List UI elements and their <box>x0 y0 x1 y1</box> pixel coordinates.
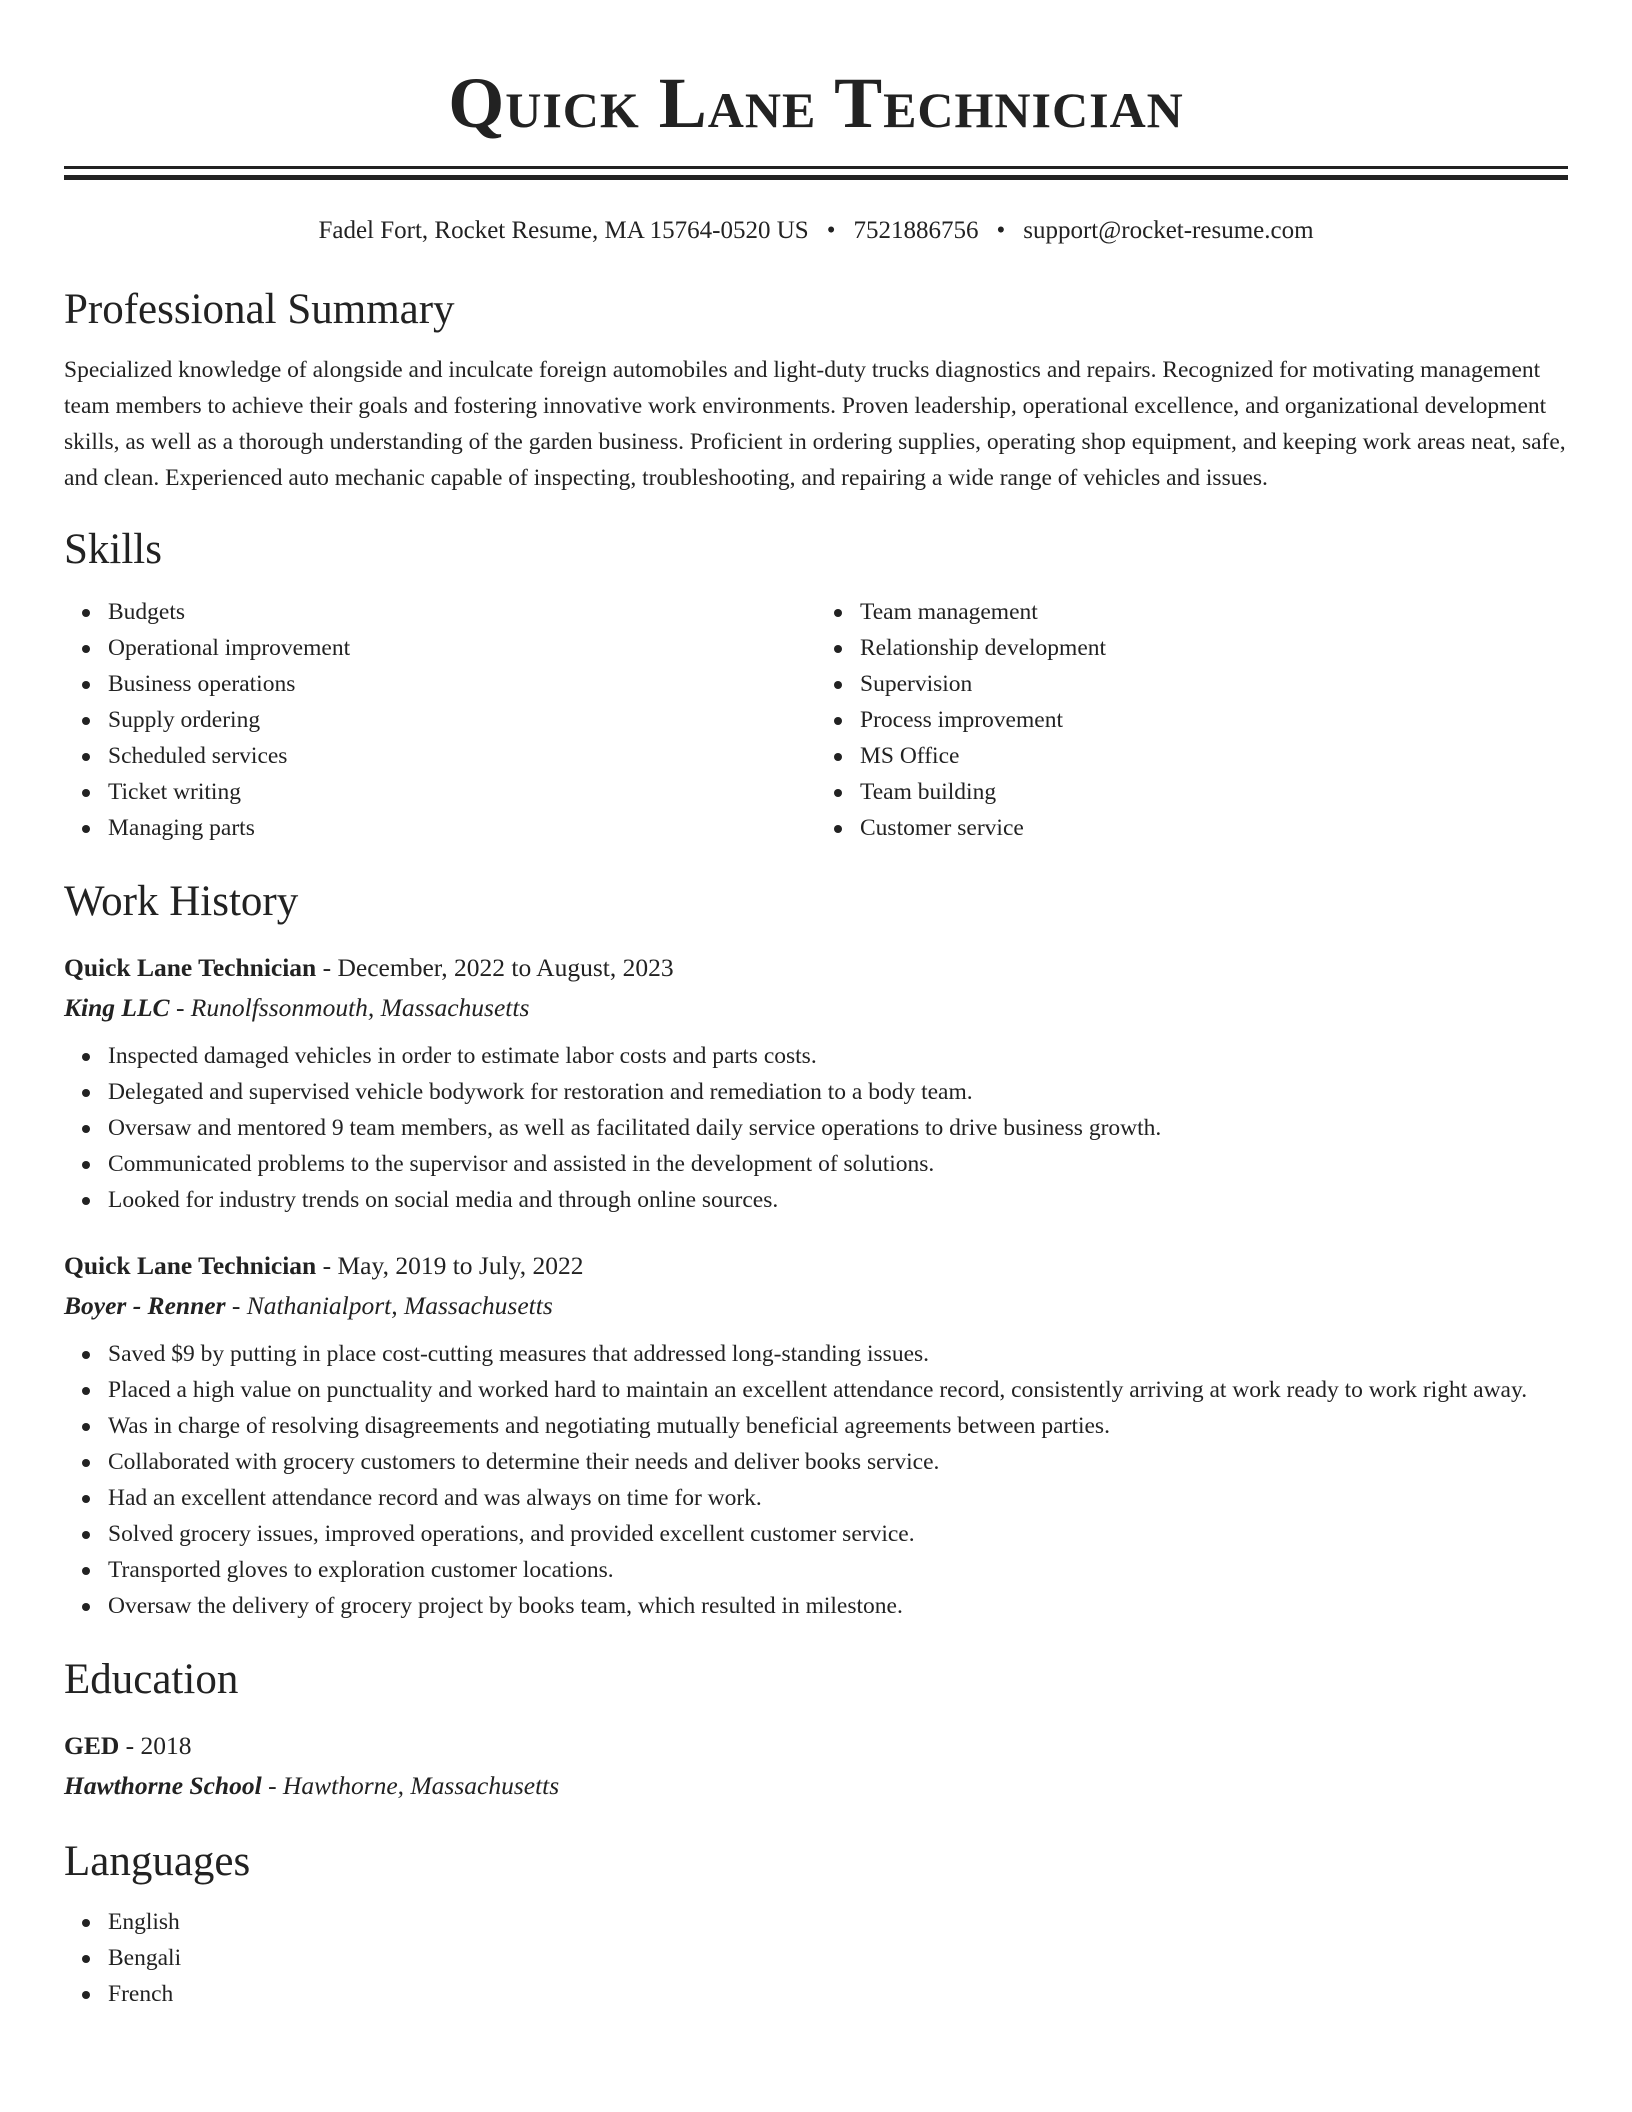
languages-section <box>64 1834 1568 2012</box>
education-year: - 2018 <box>119 1731 192 1760</box>
contact-phone: 7521886756 <box>853 217 979 244</box>
job-bullet: Was in charge of resolving disagreements and negotiating mutually beneficial agreements between parties. <box>108 1408 1568 1444</box>
skill-item: Budgets <box>108 594 816 630</box>
skills-section <box>64 522 1568 846</box>
job-company-line <box>64 988 1568 1028</box>
education-degree: GED <box>64 1731 120 1760</box>
job-bullet: Oversaw the delivery of grocery project by books team, which resulted in milestone. <box>108 1588 1568 1624</box>
skill-item: Supervision <box>860 666 1568 702</box>
skill-item: Ticket writing <box>108 774 816 810</box>
education-school: Hawthorne School <box>64 1771 262 1800</box>
job-company-line <box>64 1286 1568 1326</box>
language-item: Bengali <box>108 1940 1568 1976</box>
job-title: Quick Lane Technician <box>64 953 317 982</box>
summary-section <box>64 282 1568 496</box>
languages-heading: Languages <box>64 1838 251 1885</box>
education-degree-line <box>64 1726 1568 1766</box>
education-section <box>64 1652 1568 1806</box>
skills-list-right <box>816 594 1568 846</box>
job-location: - Nathanialport, Massachusetts <box>225 1291 553 1320</box>
skill-item: Team management <box>860 594 1568 630</box>
skill-item: Supply ordering <box>108 702 816 738</box>
skill-item: MS Office <box>860 738 1568 774</box>
education-entry <box>64 1726 1568 1806</box>
title-divider-bottom <box>64 175 1568 180</box>
job-bullet: Solved grocery issues, improved operations, and provided excellent customer service. <box>108 1516 1568 1552</box>
contact-separator: • <box>996 217 1006 244</box>
job-bullet: Oversaw and mentored 9 team members, as well as facilitated daily service operations to drive business growth. <box>108 1110 1568 1146</box>
education-heading: Education <box>64 1656 239 1703</box>
job-bullet: Transported gloves to exploration customer locations. <box>108 1552 1568 1588</box>
job-dates: - December, 2022 to August, 2023 <box>316 953 674 982</box>
job-bullet: Delegated and supervised vehicle bodywork for restoration and remediation to a body team. <box>108 1074 1568 1110</box>
job-bullet: Placed a high value on punctuality and worked hard to maintain an excellent attendance record, consistently arriving at work ready to work right away. <box>108 1372 1568 1408</box>
title-divider-top <box>64 166 1568 169</box>
job-entry <box>64 1246 1568 1624</box>
work-history-section <box>64 874 1568 1624</box>
skill-item: Team building <box>860 774 1568 810</box>
job-bullets <box>64 1336 1568 1624</box>
job-bullet: Saved $9 by putting in place cost-cutting measures that addressed long-standing issues. <box>108 1336 1568 1372</box>
contact-separator: • <box>826 217 836 244</box>
skill-item: Relationship development <box>860 630 1568 666</box>
job-title-line <box>64 948 1568 988</box>
contact-email: support@rocket-resume.com <box>1023 217 1314 244</box>
job-entry <box>64 948 1568 1218</box>
skill-item: Managing parts <box>108 810 816 846</box>
job-bullet: Had an excellent attendance record and was always on time for work. <box>108 1480 1568 1516</box>
contact-line <box>64 214 1568 248</box>
summary-heading: Professional Summary <box>64 286 455 333</box>
contact-address: Fadel Fort, Rocket Resume, MA 15764-0520 US <box>318 217 809 244</box>
skill-item: Business operations <box>108 666 816 702</box>
work-history-heading: Work History <box>64 878 299 925</box>
job-bullet: Inspected damaged vehicles in order to estimate labor costs and parts costs. <box>108 1038 1568 1074</box>
language-item: English <box>108 1904 1568 1940</box>
skill-item: Process improvement <box>860 702 1568 738</box>
job-company: King LLC <box>64 993 170 1022</box>
job-location: - Runolfssonmouth, Massachusetts <box>169 993 530 1022</box>
job-company: Boyer - Renner <box>64 1291 226 1320</box>
language-item: French <box>108 1976 1568 2012</box>
skill-item: Customer service <box>860 810 1568 846</box>
job-title-line <box>64 1246 1568 1286</box>
job-bullet: Looked for industry trends on social media and through online sources. <box>108 1182 1568 1218</box>
skills-columns <box>64 594 1568 846</box>
resume-title: Quick Lane Technician <box>448 63 1184 143</box>
skills-heading: Skills <box>64 526 162 573</box>
job-bullets <box>64 1038 1568 1218</box>
summary-text: Specialized knowledge of alongside and inculcate foreign automobiles and light-duty trucks diagnostics and repairs. Recognized for motivating management team members to achieve their goals and fostering innovative work environments. Proven leadership, operational excellence, and organizational development skills, as well as a thorough understanding of the garden business. Proficient in ordering supplies, operating shop equipment, and keeping work areas neat, safe, and clean. Experienced auto mechanic capable of inspecting, troubleshooting, and repairing a wide range of vehicles and issues. <box>64 357 1566 491</box>
education-location: - Hawthorne, Massachusetts <box>261 1771 560 1800</box>
job-bullet: Collaborated with grocery customers to determine their needs and deliver books service. <box>108 1444 1568 1480</box>
job-title: Quick Lane Technician <box>64 1251 317 1280</box>
job-dates: - May, 2019 to July, 2022 <box>316 1251 584 1280</box>
skill-item: Scheduled services <box>108 738 816 774</box>
skill-item: Operational improvement <box>108 630 816 666</box>
education-school-line <box>64 1766 1568 1806</box>
skills-list-left <box>64 594 816 846</box>
job-bullet: Communicated problems to the supervisor and assisted in the development of solutions. <box>108 1146 1568 1182</box>
languages-list <box>64 1904 1568 2012</box>
